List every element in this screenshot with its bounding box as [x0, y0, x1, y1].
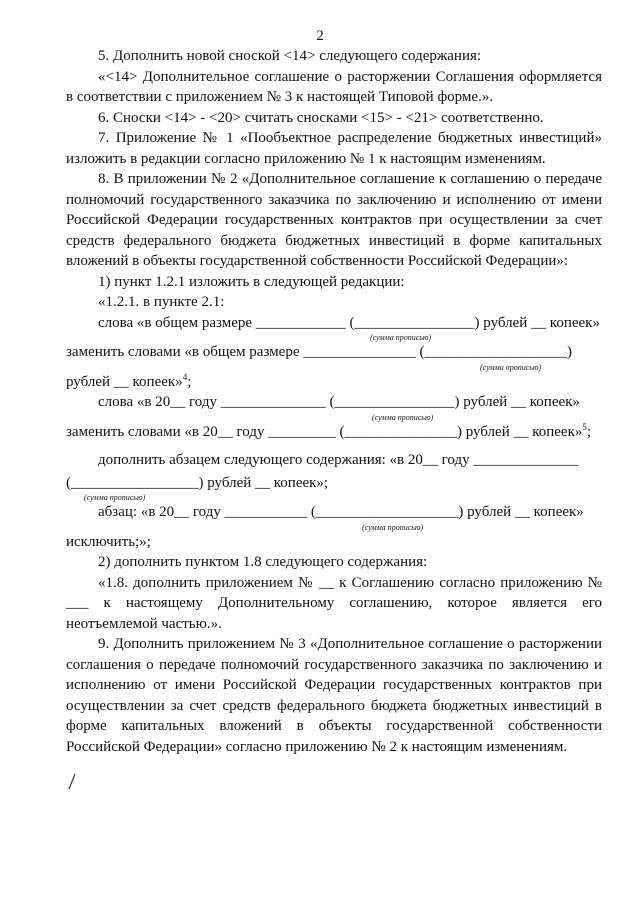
replace-year-amount-line [66, 422, 602, 443]
pen-mark-icon [67, 773, 77, 791]
document-body [66, 46, 602, 757]
amount-in-words-caption: (сумма прописью) [84, 493, 146, 502]
exclude-line: исключить;»; [66, 533, 151, 550]
amount-in-words-caption: (сумма прописью) [480, 362, 542, 372]
replace-total-amount-line: заменить словами «в общем размере _______________ (___________________) [66, 344, 572, 360]
amount-in-words-caption: (сумма прописью) [362, 522, 424, 532]
amount-in-words-caption: (сумма прописью) [370, 333, 432, 342]
footnote-4-marker: 4 [182, 371, 188, 382]
paragraph-5: 5. Дополнить новой сноской <14> следующего содержания: [98, 48, 482, 64]
item-1-subpoint: «1.2.1. в пункте 2.1: [98, 294, 225, 310]
item-2-quote: «1.8. дополнить приложением № __ к Соглашению согласно приложению № ___ к настоящему Дополнительному соглашению, которое является его неотъемлемой частью.». [66, 574, 602, 632]
paragraph-5-quote: «<14> Дополнительное соглашение о расторжении Соглашения оформляется в соответствии с приложением № 3 к настоящей Типовой форме.». [66, 68, 602, 105]
rubles-kopecks-line [66, 372, 602, 393]
item-1: 1) пункт 1.2.1 изложить в следующей редакции: [98, 273, 405, 290]
add-paragraph-amount-line: (_________________) рублей __ копеек»; [66, 474, 329, 491]
rubles-kopecks-text: рублей __ копеек» [66, 373, 183, 390]
line-end-semicolon: ; [586, 423, 592, 440]
paragraph-9: 9. Дополнить приложением № 3 «Дополнительное соглашение о расторжении соглашения о передаче полномочий государственного заказчика по заключению и исполнению от имени Российской Федерации государственных контрактов при осуществлении за счет средств федерального бюджета бюджетных инвестиций в форме капитальных вложений в объекты государственной собственности Российской Федерации» согласно приложению № 2 к настоящим изменениям. [66, 636, 602, 755]
paragraph-6: 6. Сноски <14> - <20> считать сносками <15> - <21> соответственно. [98, 109, 544, 126]
paragraph-7: 7. Приложение № 1 «Пообъектное распределение бюджетных инвестиций» изложить в редакции согласно приложению № 1 к настоящим изменениям. [66, 130, 602, 167]
line-end-semicolon: ; [187, 373, 192, 390]
page-number: 2 [316, 28, 324, 44]
paragraph-year-amount-line: абзац: «в 20__ году ___________ (___________________) рублей __ копеек» [98, 504, 584, 520]
footnote-5-marker: 5 [582, 421, 587, 432]
item-2: 2) дополнить пунктом 1.8 следующего содержания: [98, 554, 428, 570]
amount-in-words-caption: (сумма прописью) [372, 412, 434, 422]
add-paragraph-line: дополнить абзацем следующего содержания: «в 20__ году ______________ [98, 452, 579, 468]
words-total-amount-line: слова «в общем размере ____________ (________________) рублей __ копеек» [98, 314, 600, 331]
replace-year-amount-text: заменить словами «в 20__ году _________ (_______________) рублей __ копеек» [66, 423, 583, 440]
paragraph-8: 8. В приложении № 2 «Дополнительное соглашение к соглашению о передаче полномочий государственного заказчика по заключению и исполнению от имени Российской Федерации государственных контрактов при осуществлении за счет средств федерального бюджета бюджетных инвестиций в форме капитальных вложений в объекты государственной собственности Российской Федерации»: [66, 171, 602, 269]
words-year-amount-line: слова «в 20__ году ______________ (________________) рублей __ копеек» [98, 394, 580, 410]
